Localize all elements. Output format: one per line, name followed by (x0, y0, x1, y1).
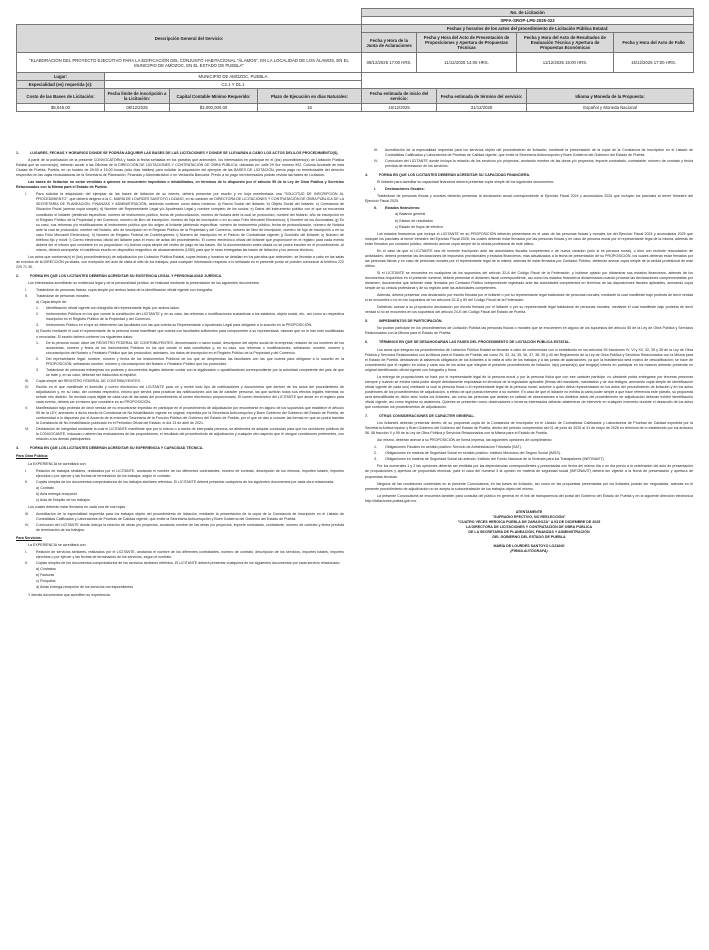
section-2-title: 2. FORMA EN QUE LOS LICITANTES DEBERÁN ACREDITAR SU EXISTENCIA LEGAL Y PERSONALIDAD JURÍDICA. (16, 274, 223, 279)
section-4-title: 4. FORMA EN QUE LOS LICITANTES DEBERÁN ACREDITAR SU CAPACIDAD FINANCIERA. (365, 173, 531, 178)
list-item: c) Acta de finiquito de los trabajos (36, 497, 90, 502)
paragraph: Ninguna de las condiciones contenidas en la presente Convocatoria, en las bases de licitación, así como en las propuestas presentadas por los licitantes podrán ser negociadas; además en el presente procedimiento de adjudicación no se acepta la subcontratación de los trabajos objeto del mismo. (365, 481, 693, 491)
section-6-title: 6. TÉRMINOS EN QUE SE DESAHOGARÁN LAS FASES DEL PROCEDIMIENTO DE LICITACIÓN PÚBLICA ESTATAL. (365, 340, 571, 345)
right-column (365, 147, 693, 943)
acto1-label: Fecha y Hora de la Junta de Aclaraciones (362, 33, 417, 53)
list-item: a) Copia simple de: (36, 300, 67, 305)
paragraph: La EXPERIENCIA se acreditará con: (28, 461, 87, 466)
signature-line: DEL GOBIERNO DEL ESTADO DE PUEBLA (492, 535, 566, 539)
list-item: b) Acta entrega-recepción (36, 491, 78, 496)
acto4-value: 15/12/2025 17:00 HRS. (614, 53, 694, 73)
list-item: V. Manifestación bajo protesta de decir verdad de no encontrarse impedido en participar en el procedimiento de adjudicación por encontrarse en alguno de los supuestos que establece el artículo 55 de la LEY, anexando a dicho escrito la Constancia de No Inhabilitación vigente en original, expedida por la Secretaría Anticorrupción y Buen Gobierno del Gobierno del Estado de Puebla, de conformidad a lo dispuesto por el Acuerdo de la entonces Secretaría de la Función Pública del Gobierno del Estado de Puebla, por el que se dan a conocer las formas en que se podrá tramitar la Constancia de No Inhabilitación publicado en el Periódico Oficial del Estado, el día 13 de abril de 2021. (25, 406, 344, 426)
list-item: II. Tratándose de personas morales: (25, 294, 90, 299)
list-item: a) Balance general (395, 212, 426, 217)
paragraph: Debiendo anexar a su proposición declaración por escrito firmada por el licitante o por su representante legal tratándose de personas morales, mediante el cual manifieste bajo protesta de decir verdad si no se encuentra en los supuestos del artículo 24-E del Código Fiscal del Estado de Puebla. (365, 305, 693, 315)
paragraph: Si el LICITANTE se encuentra en cualquiera de los supuestos del artículo 32-A del Código Fiscal de la Federación, y hubiese optado por dictaminar sus estados financieros, además de los documentos requeridos en el presente numeral, deberá presentar el dictamen fiscal correspondiente, así como los estados financieros dictaminados cuando proceda las declaraciones complementarias por dictamen, documentos que deberán estar firmados por Contador Público independiente registrado ante las autoridades competentes en términos de las disposiciones fiscales aplicables, anexando copia simple de su cédula profesional y de su registro ante las autoridades competentes. (365, 270, 693, 291)
list-item: III. Acreditación de la especialidad requerida para los servicios objeto del procedimiento de licitación, mediante la presentación de la copia de la Constancia de Inscripción en el Listado de Contratistas Calificados y Laboratorios de Pruebas de Calidad vigente, que emite la Secretaría Anticorrupción y Buen Gobierno del Gobierno del Estado de Puebla. (374, 148, 693, 158)
paragraph: Los interesados acreditarán su existencia legal y de la personalidad jurídica, se realizará mediante la presentación de los siguientes documentos: (28, 281, 260, 286)
list-item: II. Estados financieros: (374, 206, 421, 211)
acto1-value: 08/12/2025 17:00 HRS. (362, 53, 417, 73)
fecha-inscripcion-label: Fecha límite de inscripción a la Licitación: (105, 89, 170, 104)
signature-line: "CUATRO VECES HEROICA PUEBLA DE ZARAGOZA" A 03 DE DICIEMBRE DE 2025 (457, 519, 601, 524)
section-3-title: 3. FORMA EN QUE LOS LICITANTES DEBERÁN ACREDITAR SU EXPERIENCIA Y CAPACIDAD TÉCNICA. (16, 446, 204, 451)
list-item: IV. Currículum del LICITANTE donde incluya la relación de obras y/o proyectos, anotando nombre de las obras y/o proyectos, importe contratado, contratante, número de contrato y fecha prevista de terminación de los trabajos. (25, 523, 344, 533)
paragraph: El licitante para acreditar su capacidad financiera deberá presentar copia simple de los siguientes documentos: (377, 180, 554, 185)
paragraph: Tratándose de personas físicas y morales deberán presentar la declaración anual correspondiente al Ejercicio Fiscal 2024 y acumulados 2025 que incluyen los parciales al tercer trimestre del Ejercicio Fiscal 2025. (365, 194, 693, 204)
list-item: IV. Escrito en el que manifieste el domicilio y correo electrónico del LICITANTE para oír y recibir todo tipo de notificaciones y documentos que deriven de los actos del procedimiento de adjudicación y, en su caso, del contrato respectivo, mismo que servirá para practicar las notificaciones aún las de carácter personal, las que surtirán todos sus efectos legales mientras no señale otro distinto. Se enviará copia digital de cada una de las actas del procedimiento al correo electrónico proporcionado. El correo electrónico del LICITANTE que anote en el registro para cada evento, deberá ser el mismo que considere en su PROPOSICIÓN. (25, 384, 344, 405)
left-column (16, 147, 344, 943)
list-item: VI. Declaración de integridad mediante la cual el LICITANTE manifieste que por sí mismo o a través de interpósita persona, se abstendrá de adoptar conductas para que los servidores públicos de la CONVOCANTE, induzcan o alteren las evaluaciones de las proposiciones, el resultado del procedimiento de adjudicación y cualquier otro aspecto que le otorgue condiciones preferentes, con relación a los demás participantes. (25, 427, 344, 442)
list-item: 2. Obligaciones en materia de Seguridad Social en sentido positivo: Instituto Mexicano del Seguro Social (IMSS). (374, 451, 561, 456)
list-item: c) Estado de flujos de efectivo (395, 224, 443, 229)
signature-line: DE LA SECRETARÍA DE PLANEACIÓN, FINANZAS Y ADMINISTRACIÓN (468, 529, 590, 534)
list-item: 3. Obligaciones en materia de Seguridad Social sin adeudo: Instituto del Fondo Nacional de la Vivienda para los Trabajadores (INFONAVIT). (374, 457, 605, 462)
signature-line: LA DIRECTORA DE LICITACIONES Y CONTRATACIÓN DE OBRA PÚBLICA (465, 524, 593, 529)
list-item: 2. Instrumentos Públicos en los que conste la constitución del LICITANTE y, en su caso, las reformas o modificaciones sustantivas a los estatutos, objeto social, etc., así como su respectiva inscripción en el Registro Público de la Propiedad y del Comercio. (36, 312, 344, 322)
list-item: a) Contratos (36, 567, 56, 572)
list-item: b) Estado de resultados (395, 218, 433, 223)
list-item: I. Para solicitar la adquisición del ejemplar de las bases de licitación de su interés, deberá presentar por escrito y en hoja membretada una "SOLICITUD DE INSCRIPCIÓN AL PROCEDIMIENTO", que deberá dirigirse a la C. MARÍA DE LOURDES SANTOYO LOZANO, en su carácter de DIRECTORA DE LICITACIONES Y CONTRATACIÓN DE OBRA PÚBLICA DE LA SECRETARÍA DE PLANEACIÓN, FINANZAS Y ADMINISTRACIÓN, debiendo contener como datos mínimos: a) Razón Social del licitante; b) Objeto Social del licitante; c) Constancia de Situación Fiscal (anexar copia simple); d) Nombre del Representante Legal y/o Apoderado Legal y nombre completo de los socios; e) Datos del instrumento público con el que se encuentra constituido el licitante (debiendo especificar: número de instrumento público, fecha de protocolización, número de Notaría ante la cual se protocolizó, nombre del Notario, año de inscripción en el Registro Público de la Propiedad y del Comercio, número de libro de inscripción, número de foja de inscripción o en su caso Folio Mercantil Electrónico); f) Nombre de los Accionistas; g) En su caso, sus reformas y/o modificaciones al instrumento público que dio origen al licitante (debiendo especificar: número de instrumento público, fecha de protocolización, número de Notaría ante la cual se protocolizó, nombre del Notario, año de inscripción en el Registro Público de la Propiedad y del Comercio, número de libro de inscripción, número de foja de inscripción o en su caso Folio Mercantil Electrónico); h) Número de Registro Federal de Contribuyentes; i) Número de Inscripción en el Padrón de Contratistas vigente; j) Domicilio del licitante; k) Número de teléfono fijo y móvil; l) Correo electrónico oficial del licitante para el envío de actas del procedimiento. El correo electrónico oficial del licitante que proporcione en el registro para cada evento deberá ser el mismo que considere en su proposición. m) Anexar copia simple del recibo de pago de las bases. Sin la documentación antes citada no se podrá inscribir en el procedimiento. Al mismo, deberá acompañar el manifiesto escrito en dispositivo magnético de almacenamiento (USB) para que le sean entregadas las bases de licitación y los anexos técnicos. (25, 192, 344, 252)
acto2-label: Fecha y Hora del Acto de Presentación de Proposiciones y Apertura de Propuestas Técnicas (417, 33, 517, 53)
signature-line: "SUFRAGIO EFECTIVO, NO REELECCIÓN" (492, 514, 566, 519)
signature-note: (FIRMA AUTÓGRAFA) (510, 549, 548, 554)
paragraph: Los cuales deberán estar firmados en cada una de sus hojas. (28, 504, 127, 509)
paragraph: En el caso de que el LICITANTE sea de reciente inscripción ante las autoridades fiscales competentes o de nueva creación (sólo si es persona moral), o bien con reciente reanudación de actividades, deberá presentar las declaraciones de impuestos provisionales y estados financieros, más actualizados a la fecha de presentación de su PROPOSICIÓN, los cuales deberán estar firmados por las personas físicas y en caso de personas morales por el representante legal de la misma, además de estar firmados por Contador Público, debiendo anexar copia simple de la cédula profesional de este último. (365, 248, 693, 268)
list-item: b) Escrito mediante el cual el representante de la persona moral manifieste que cuenta con facultades suficientes para comprometer a su representada, mismas que no le han sido modificadas o revocadas. El escrito deberá contener los siguientes datos: (36, 329, 344, 339)
paragraph: Por los numerales 1 y 2 las opiniones deberán ser emitidas por las dependencias correspondientes y presentadas con fecha del mismo día o un día previo a la celebración del acto de presentación de proposiciones y apertura de propuestas técnicas; para el caso del numeral 3 la opinión en materia de seguridad social (INFONAVIT) deberá ser vigente a la fecha de presentación y apertura de propuestas técnicas. (365, 464, 693, 479)
section-5-title: 5. IMPEDIMENTOS DE PARTICIPACIÓN. (365, 319, 443, 324)
plazo-value: 16 (258, 104, 362, 112)
list-item: 2. Del representante legal: nombre, número y fecha de los Instrumentos Públicos de los que se desprendan las facultades con las que cuenta para obligarse a lo suscrito en la PROPOSICIÓN, señalando nombre, número y circunscripción del Notario o Fedatario Público que los protocolizó. (36, 356, 344, 366)
acto4-label: Fecha y Hora del Acto de Fallo (614, 33, 694, 53)
signature-block (365, 510, 693, 554)
desc-text: "ELABORACIÓN DEL PROYECTO EJECUTIVO PARA LA EDIFICACIÓN DEL CONJUNTO HABITACIONAL "ÁLAMOS", EN LA LOCALIDAD DE LOS ÁLAMOS, EN EL MUNICIPIO DE AMOZOC, EN EL ESTADO DE PUEBLA" (17, 53, 362, 73)
list-item: 3. Tratándose de personas extranjeras los poderes y documentos legales deberán contar con la legalización o apostillamiento correspondiente por la autoridad competente del país de que se trate y, en su caso, deberán ser traducidos al español. (36, 367, 344, 377)
fechas-label: Fechas y horarios de los actos del procedimiento de Licitación Pública Estatal: (362, 25, 694, 33)
inicio-label: Fecha estimada de inicio del servicio: (362, 89, 437, 104)
paragraph: Las bases de licitación no serán vendidas a quienes se encuentren impedidos o inhabilitados, en términos de lo dispuesto por el artículo 55 de la Ley de Obra Pública y Servicios Relacionados con la Misma para el Estado de Puebla. (16, 180, 344, 190)
plazo-label: Plazo de Ejecución en días Naturales: (258, 89, 362, 104)
subheading-obra: Para Obra Pública: (16, 454, 49, 459)
paragraph: No podrán participar en los procedimientos de Licitación Pública las personas físicas o morales que se encuentren en alguno de los supuestos del artículo 55 de la Ley de Obra Pública y Servicios Relacionados con la Misma para el Estado de Puebla. (365, 326, 693, 336)
costo-value: $5,045.00 (17, 104, 105, 112)
subheading-servicios: Para Servicios: (16, 536, 42, 541)
paragraph: La EXPERIENCIA se acreditará con: (28, 543, 87, 548)
list-item: 1. Obligaciones Fiscales en sentido positivo: Servicio de Administración Tributaria (SAT). (374, 445, 522, 450)
capital-label: Capital Contable Mínimo Requerido: (170, 89, 258, 104)
paragraph: Los actos que integran los procedimientos de Licitación Pública Estatal se llevarán a cabo de conformidad con lo establecido en los artículos 35 fracciones IV, VI y XV, 32, 35 y 36 de la Ley de Obra Pública y Servicios Relacionados con la Misma para el Estado de Puebla, así como 25, 33, 34, 35, 36, 37, 38, 39 y 40 del Reglamento de la Ley de Obra Pública y Servicios Relacionados con la Misma para el Estado de Puebla, destacando la asistencia obligatoria de los licitantes a la visita al sitio de los trabajos y a las juntas de aclaraciones, ya que la inasistencia será motivo de descalificación; se hace de conocimiento que el registro en todos y cada uno de los actos que integran el presente procedimiento de licitación, la(s) persona(s) que tenga(n) interés en participar en los mismos deberán presentar en original identificación oficial vigente con fotografía y firma. (365, 347, 693, 372)
capital-value: $3,000,000.00 (170, 104, 258, 112)
paragraph: Así mismo, deberán anexar a su PROPOSICIÓN de forma impresa, las siguientes opiniones de cumplimiento: (377, 438, 553, 443)
especialidad-value: C2.1 Y D1.1 (105, 81, 362, 89)
paragraph: La entrega de proposiciones se hará por el representante legal de la persona moral o por la persona física que con ese carácter participe, no obstante podrá entregarse por terceras personas siempre y cuando se exhiba carta poder simple debidamente requisitada en términos de la legislación aplicable (firmas del mandante, mandatario y de dos testigos, anexando copia simple de identificación oficial vigente de cada uno) mediante la cual la persona física o el representante legal de la persona moral, autorice a quien dicha representación en los actos del procedimiento de licitación y en los actos posteriores de los procedimientos de adjudicación, a efecto de que pueda intervenir a su nombre. En caso de que el licitante no exhiba la carta poder simple a que hace referencia este párrafo, su propuesta será descalificada en dicho acto; todos los licitantes, así como las personas que asistan en calidad de observadores a los distintos actos del procedimiento de adjudicación deberán exhibir identificación oficial vigente, así como registrar su asistencia. Quienes se presenten como observadores o terceros interesados deberán abstenerse de intervenir en cualquier momento durante el desarrollo de los actos que conforman los procedimientos de adjudicación. (365, 374, 693, 410)
acto3-value: 11/12/2025 15:00 HRS. (517, 53, 614, 73)
acto3-label: Fecha y Hora del Acto de Resultados de Evaluación Técnica y Apertura de Propuestas Económicas (517, 33, 614, 53)
list-item: III. Acreditación de la especialidad requerida para los trabajos objeto del procedimiento de licitación, mediante la presentación de la copia de la Constancia de Inscripción en el Listado de Contratistas Calificados y Laboratorios de Pruebas de Calidad vigente, que emite la Secretaría Anticorrupción y Buen Gobierno del Gobierno del Estado de Puebla. (25, 511, 344, 521)
paragraph: La presente Convocatoria se encuentra también para consulta del público en general en el link de transparencia del portal del Gobierno del Estado de Puebla y en la siguiente dirección electrónica http://licitaciones.puebla.gob.mx. (365, 493, 693, 503)
paragraph: Además, deberá presentar una declaración por escrito firmada por el licitante o por su representante legal tratándose de personas morales, mediante la cual manifieste bajo protesta de decir verdad si se encuentra o no en los supuestos de los artículos 32-D y 69 del Código Fiscal de la Federación. (365, 293, 693, 303)
termino-label: Fecha estimada de término del servicio: (437, 89, 527, 104)
no-licitacion-label: No. de Licitación (362, 9, 694, 17)
paragraph: Los licitantes deberán presentar dentro de su propuesta copia de la Constancia de Inscripción en el Listado de Contratistas Calificados y Laboratorios de Pruebas de Calidad expedida por la Secretaría Anticorrupción y Buen Gobierno del Gobierno del Estado de Puebla, dentro del periodo comprendido del 01 de junio de 2025 al 31 de mayo de 2026 en términos de lo establecido por los artículos 56, 58 fracción V y 59 de la Ley de Obra Pública y Servicios Relacionados con la Misma para el Estado de Puebla. (365, 421, 693, 436)
list-item: a) Contrato (36, 485, 54, 490)
licitacion-table (16, 8, 694, 112)
fecha-inscripcion-value: 08/12/2025 (105, 104, 170, 112)
acto2-value: 11/12/2025 14:00 HRS. (417, 53, 517, 73)
no-licitacion-value: SPFA-SROP-LPE-2025-023 (362, 17, 694, 25)
paragraph: Los actos que conforma(n) el (los) procedimiento(s) de adjudicación por Licitación Pública Estatal, cuyas fechas y horarios se detallan en los párrafos que anteceden, se llevarán a cabo en las salas de eventos de la DIRECCIÓN ya citada, con excepción del acto de visita al sitio de los trabajos; para cualquier información respecto a lo señalado en el presente punto se pueden comunicar al teléfono 222 229 71 30. (16, 254, 344, 269)
lugar-label: Lugar: (17, 73, 105, 81)
paragraph: Y demás documentos que acrediten su experiencia. (28, 592, 111, 597)
list-item: 1. Identificación oficial vigente con fotografía del representante legal, por ambos lados. (36, 306, 180, 311)
list-item: II. Copias simples de los documentos comprobatorios de los trabajos similares referidos. El LICITANTE deberá presentar cualquiera de los siguientes documentos por cada obra relacionada: (25, 479, 335, 484)
inicio-value: 16/12/2025 (362, 104, 437, 112)
idioma-label: Idioma y Moneda de la Propuesta: (527, 89, 694, 104)
signature-line: ATENTAMENTE (515, 509, 543, 514)
signatory-name: MARÍA DE LOURDES SANTOYO LOZANO (493, 544, 565, 549)
list-item: I. Relación de servicios similares, realizados por el LICITANTE, anotando el nombre de los diferentes contratantes, número de contrato, descripción de los servicios, importes totales, importes ejercidos o por ejercer y las fechas de terminación de los servicios, según el contrato. (25, 550, 344, 560)
list-item: I. Tratándose de personas físicas: copia simple por ambos lados de la identificación oficial vigente con fotografía. (25, 288, 213, 293)
lugar-value: MUNICIPIO DE AMOZOC, PUEBLA (105, 73, 362, 81)
termino-value: 31/12/2025 (437, 104, 527, 112)
idioma-value: Español y Moneda Nacional (527, 104, 694, 112)
section-1-title: 1. LUGARES, FECHAS Y HORARIOS DONDE SE PODRÁN ADQUIRIR LAS BASES DE LAS LICITACIONES Y DONDE SE LLEVARÁN A CABO LOS ACTOS DEL/LOS PROCEDIMIENTO(S). (16, 151, 339, 155)
list-item: IV. Currículum del LICITANTE donde incluya la relación de los servicios y/o proyectos, anotando nombre de las obras y/o proyectos, importe contratado, contratante, número de contrato y fecha prevista de terminación de los servicios. (374, 159, 693, 169)
paragraph: Los estados financieros que incluya el LICITANTE en su PROPOSICIÓN deberán presentarse en el caso de las personas físicas y morales los del Ejercicio Fiscal 2024 y acumulados 2025 que incluyan los parciales al tercer trimestre del Ejercicio Fiscal 2025; los cuales deberán estar firmados por las personas físicas y en caso de persona moral por el representante legal de la misma, además de estar firmados por contador público, debiendo anexar copia simple de la cédula profesional de este último. (365, 231, 693, 246)
document-body (16, 147, 693, 943)
list-item: I. Declaraciones fiscales: (374, 187, 425, 192)
list-item: III. Copia simple del REGISTRO FEDERAL DE CONTRIBUYENTES. (25, 378, 141, 383)
list-item: b) Facturas (36, 573, 55, 578)
header-section (16, 8, 693, 112)
desc-label: Descripción General del Servicio: (17, 25, 362, 53)
list-item: II. Copias simples de los documentos comprobatorios de los servicios similares referidos. El LICITANTE deberá presentar cualquiera de los siguientes documentos por cada servicio relacionado: (25, 561, 341, 566)
list-item: I. Relación de trabajos similares, realizados por el LICITANTE, anotando el nombre de los diferentes contratantes, número de contrato, descripción de los mismos, importes totales, importes ejercidos o por ejercer y las fechas de terminación de los trabajos, según el contrato. (25, 468, 344, 478)
list-item: 1. De la persona moral: clave del REGISTRO FEDERAL DE CONTRIBUYENTES, denominación o razón social, descripción del objeto social de la empresa; relación de los nombres de los accionistas, número y fecha de los Instrumentos Públicos en los que conste el acta constitutiva y, en su caso, sus reformas o modificaciones, señalando: nombre, número y circunscripción del Notario o Fedatario Público que las protocolizó; asimismo, los datos de inscripción en el Registro Público de la Propiedad y del Comercio. (36, 340, 344, 355)
section-7-title: 7. OTRAS CONSIDERACIONES DE CARÁCTER GENERAL. (365, 414, 475, 419)
list-item: c) Finiquitos (36, 579, 56, 584)
especialidad-label: Especialidad (es) requerida (s): (17, 81, 105, 89)
list-item: 3. Instrumento Público en el que se determinen las facultades con las que cuenta su Representante o Apoderado Legal para obligarse a lo suscrito en la PROPOSICIÓN. (36, 323, 313, 328)
costo-label: Costo de las Bases de Licitación: (17, 89, 105, 104)
list-item: d) Actas entrega-recepción de los servicios correspondientes (36, 585, 134, 590)
paragraph: A partir de la publicación de la presente CONVOCATORIA y hasta la fecha señalada en los párrafos que anteceden, los interesados en participar en el (los) procedimiento(s) de Licitación Pública Estatal que se convoca(n), deberán acudir a las Oficinas de la DIRECCIÓN DE LICITACIONES Y CONTRATACIÓN DE OBRA PÚBLICA, ubicadas en: calle 29 Sur número 902, Colonia Azcárate de esta Ciudad de Puebla, Puebla, en un horario de 09:00 a 15:00 horas (sólo días hábiles) para solicitar la adquisición del ejemplar de las BASES DE LICITACIÓN, previo pago no reembolsable del derecho respectivo en las cajas recaudadoras de la Secretaría de Planeación, Finanzas y Administración o en Ventanilla Bancaria. Previo a su pago los interesados podrán revisar las bases de Licitación. (16, 158, 344, 178)
